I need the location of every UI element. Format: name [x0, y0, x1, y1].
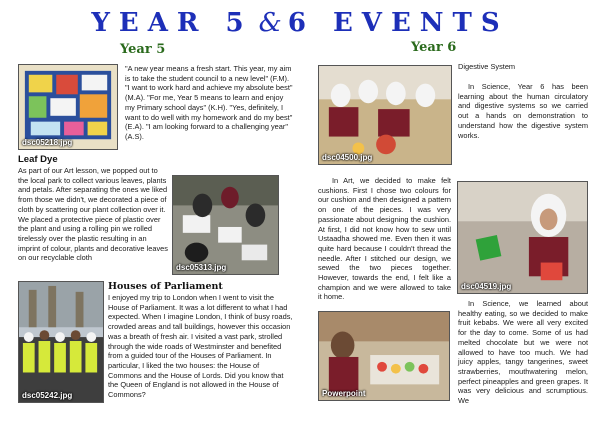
photo-caption: dsc05313.jpg — [176, 263, 227, 272]
photo-caption: dsc05242.jpg — [22, 391, 73, 400]
leaf-dye-heading: Leaf Dye — [18, 154, 58, 165]
leaf-dye-photo — [172, 175, 279, 275]
leaf-dye-text: As part of our Art lesson, we popped out to the local park to collect various leaves, plants and petals. After separating the ones we liked from those we didn't, we decorated a piece of cloth by scattering our plant collection over it. We placed a protective piece of plastic over the plant and using a rolling pin we rolled tirelessly over the plastic resulting in an imprint of colour, plants and decorative leaves on our recyclable cloth — [18, 166, 168, 263]
title-right: 6 EVENTS — [287, 8, 509, 38]
digestive-heading: Digestive System — [458, 62, 516, 71]
photo-caption: Powerpoint — [322, 389, 366, 398]
year5-heading: Year 5 — [120, 42, 166, 57]
page-title — [0, 8, 600, 38]
photo-caption: dsc04500.jpg — [322, 153, 373, 162]
parliament-photo — [18, 281, 104, 403]
fruit-kebab-text: In Science, we learned about healthy eating, so we decided to make fruit kebabs. We were all very excited for the day to come. Some of us had melted chocolate but we were not allowed to have too much. We had juicy apples, tangy tangerines, sweet strawberries, mouthwatering melon, perfect pineapples and green grapes. It was very delicious and scrumptious. We — [458, 299, 588, 406]
title-left: YEAR 5 — [91, 8, 253, 38]
year6-heading: Year 6 — [411, 40, 457, 55]
display-board-photo — [18, 64, 118, 150]
photo-caption: dsc04519.jpg — [461, 282, 512, 291]
year5-quotes: "A new year means a fresh start. This year, my aim is to take the student council to a new level" (F.M). "I want to work hard and achieve my absolute best" (M.A). "For me, Year 5 means to learn and enjoy my Primary school days" (K.H). "Yes, definitely, I want to do well with my homework and do my best" (E.A). "I am looking forward to a challenging year" (A.S). — [125, 64, 293, 141]
photo-caption: dsc05218.jpg — [22, 138, 73, 147]
felt-cushion-photo — [457, 181, 588, 294]
digestive-photo — [318, 65, 452, 165]
fruit-kebab-photo — [318, 311, 450, 401]
digestive-text: In Science, Year 6 has been learning about the human circulatory and digestive systems so we carried out a hands on demonstration to understand how the digestive system works. — [458, 82, 588, 140]
parliament-heading: Houses of Parliament — [108, 281, 223, 292]
title-ampersand: & — [258, 8, 282, 38]
felt-cushion-text: In Art, we decided to make felt cushions. First I chose two colours for our cushion and then designed a pattern on one of the pieces. I was very passionate about designing the cushion. At first, I did not know how to sew until Ustaadha showed me. Even then it was quite hard because I couldn't thread the needle. After I stitched our design, we sewed the two pieces together. However, towards the end, I felt like a champion and we were allowed to take it home. — [318, 176, 451, 302]
parliament-text: I enjoyed my trip to London when I went to visit the House of Parliament. It was a lot different to what I had expected. When I imagine London, I think of busy roads, crowded areas and tall buildings, however this occasion was a breath of fresh air. I visited a vast park, strolled through the wide roads of Westminster and benefited from a guided tour of the Houses of Parliament. In particular, I liked the two houses: the House of Commons and the House of Lords. Did you know that the Queen of England is not allowed in the House of Commons? — [108, 293, 293, 400]
